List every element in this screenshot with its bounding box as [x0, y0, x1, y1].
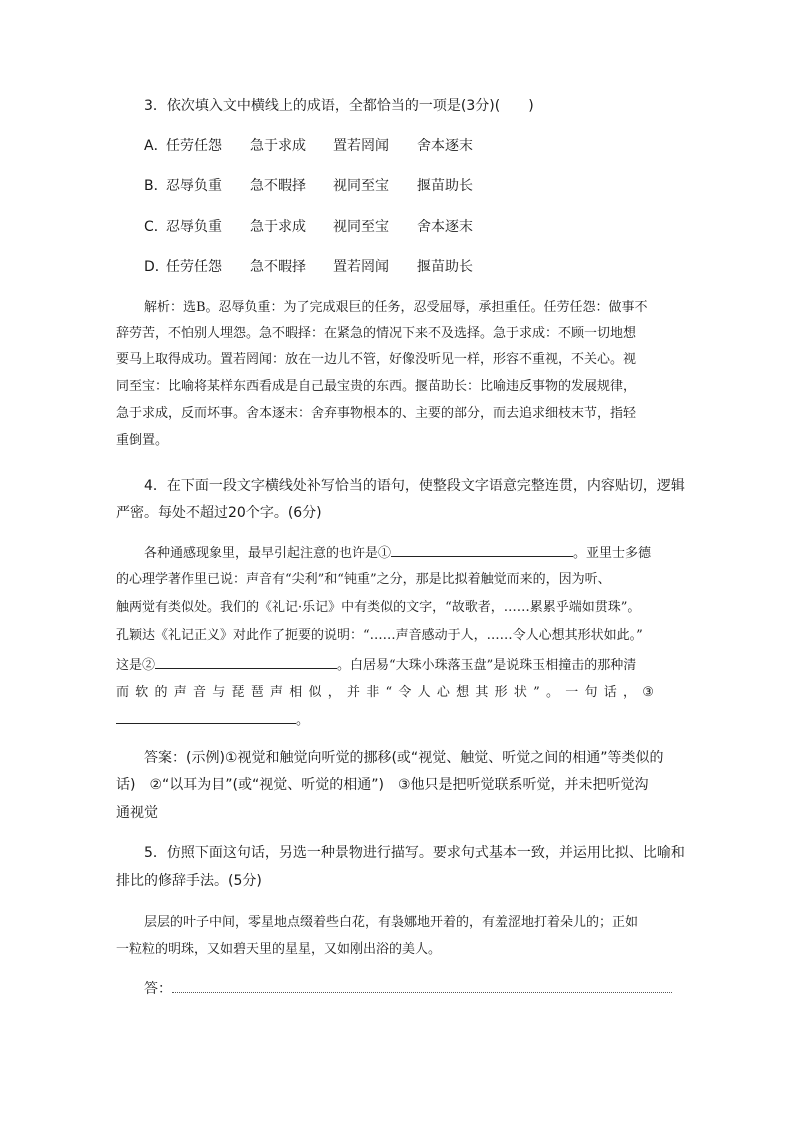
- passage-line: [116, 654, 636, 676]
- passage-line: [144, 542, 651, 564]
- q3-stem: 3．依次填入文中横线上的成语，全都恰当的一项是(3分)( ): [144, 98, 534, 114]
- option-item: 置若罔闻: [333, 259, 389, 275]
- blank-3: [116, 709, 296, 724]
- q4-stem-line: 严密。每处不超过20个字。(6分): [116, 505, 322, 521]
- analysis-line: 解析：选B。忍辱负重：为了完成艰巨的任务，忍受屈辱，承担重任。任劳任怨：做事不: [144, 300, 648, 315]
- option-item: 揠苗助长: [417, 259, 473, 275]
- passage-char: ，: [327, 685, 341, 700]
- option-item: 急不暇择: [250, 259, 306, 275]
- answer-input-line[interactable]: [172, 980, 672, 993]
- option-item: 舍本逐末: [417, 219, 473, 235]
- q5-stem-line: 5．仿照下面这句话，另选一种景物进行描写。要求句式基本一致，并运用比拟、比喻和: [144, 845, 685, 861]
- passage-text: 这是②: [116, 658, 156, 673]
- passage-char: 声: [270, 685, 284, 700]
- passage-line-justified: [116, 683, 654, 703]
- passage-char: 琶: [250, 685, 264, 700]
- passage-line: 孔颖达《礼记正义》对此作了扼要的说明：“……声音感动于人，……令人心想其形状如此。”: [116, 628, 643, 643]
- option-item: 忍辱负重: [166, 178, 222, 194]
- q3-option-a: [144, 136, 544, 156]
- option-item: 急不暇择: [250, 178, 306, 194]
- answer-line: 答案：(示例)①视觉和触觉向听觉的挪移(或“视觉、触觉、听觉之间的相通”等类似的: [144, 750, 664, 766]
- q3-option-d: [144, 257, 544, 277]
- passage-text: 。: [296, 713, 310, 728]
- q3-option-b: [144, 176, 544, 196]
- example-line: 一粒粒的明珠，又如碧天里的星星，又如刚出浴的美人。: [116, 942, 442, 957]
- option-item: 任劳任怨: [166, 138, 222, 154]
- passage-char: 人: [417, 685, 431, 700]
- passage-char: 形: [494, 685, 508, 700]
- passage-char: ，: [623, 685, 637, 700]
- passage-char: ”: [533, 685, 540, 700]
- passage-char: 琵: [231, 685, 245, 700]
- passage-char: 心: [436, 685, 450, 700]
- passage-char: 似: [308, 685, 322, 700]
- passage-char: 非: [366, 685, 380, 700]
- q5-stem-line: 排比的修辞手法。(5分): [116, 873, 262, 889]
- passage-char: 与: [212, 685, 226, 700]
- passage-text: 各种通感现象里，最早引起注意的也许是①: [144, 546, 392, 561]
- passage-char: 。: [546, 685, 560, 700]
- passage-line: 触两觉有类似处。我们的《礼记·乐记》中有类似的文字，“故歌者，……累累乎端如贯珠”。: [116, 600, 641, 615]
- passage-char: 音: [193, 685, 207, 700]
- analysis-line: 同至宝：比喻将某样东西看成是自己最宝贵的东西。揠苗助长：比喻违反事物的发展规律，: [116, 379, 637, 394]
- answer-line: 话) ②“以耳为目”(或“视觉、听觉的相通”) ③他只是把听觉联系听觉，并未把听觉沟: [116, 777, 649, 793]
- analysis-line: 急于求成，反而坏事。舍本逐末：舍弃事物根本的、主要的部分，而去追求细枝末节，指轻: [116, 406, 637, 421]
- answer-label: 答：: [144, 981, 172, 997]
- option-item: 忍辱负重: [166, 219, 222, 235]
- option-item: 急于求成: [250, 138, 306, 154]
- option-letter: D．: [144, 259, 169, 275]
- option-letter: A．: [144, 138, 168, 154]
- blank-1: [391, 542, 573, 557]
- q4-stem-line: 4．在下面一段文字横线处补写恰当的语句，使整段文字语意完整连贯，内容贴切，逻辑: [144, 478, 685, 494]
- passage-char: 一: [565, 685, 579, 700]
- option-letter: C．: [144, 219, 168, 235]
- passage-char: 状: [513, 685, 527, 700]
- q3-option-c: [144, 217, 544, 237]
- analysis-line: 重倒置。: [116, 433, 169, 448]
- passage-char: 想: [456, 685, 470, 700]
- option-item: 置若罔闻: [333, 138, 389, 154]
- passage-char: 声: [173, 685, 187, 700]
- option-item: 揠苗助长: [417, 178, 473, 194]
- option-item: 舍本逐末: [417, 138, 473, 154]
- analysis-line: 要马上取得成功。置若罔闻：放在一边儿不管，好像没听见一样，形容不重视，不关心。视: [116, 352, 637, 367]
- option-item: 急于求成: [250, 219, 306, 235]
- option-item: 任劳任怨: [166, 259, 222, 275]
- answer-line: 通视觉: [116, 805, 158, 821]
- passage-char: 软: [135, 685, 149, 700]
- option-letter: B．: [144, 178, 168, 194]
- passage-char: “: [385, 685, 393, 700]
- passage-char: 话: [603, 685, 617, 700]
- passage-char: 的: [154, 685, 168, 700]
- passage-char: 句: [584, 685, 598, 700]
- passage-char: 其: [475, 685, 489, 700]
- passage-char: ③: [642, 685, 654, 700]
- blank-2: [155, 654, 337, 669]
- passage-line: [116, 709, 309, 731]
- passage-line: 的心理学著作里已说：声音有“尖利”和“钝重”之分，那是比拟着触觉而来的，因为听、: [116, 572, 611, 587]
- option-item: 视同至宝: [333, 178, 389, 194]
- passage-text: 。亚里士多德: [573, 546, 652, 561]
- passage-text: 。白居易“大珠小珠落玉盘”是说珠玉相撞击的那种清: [337, 658, 637, 673]
- example-line: 层层的叶子中间，零星地点缀着些白花，有袅娜地开着的，有羞涩地打着朵儿的；正如: [144, 915, 639, 930]
- passage-char: 令: [398, 685, 412, 700]
- passage-char: 并: [347, 685, 361, 700]
- passage-char: 而: [116, 685, 130, 700]
- analysis-line: 辞劳苦，不怕别人埋怨。急不暇择：在紧急的情况下来不及选择。急于求成：不顾一切地想: [116, 326, 637, 341]
- q5-answer-area: [144, 979, 672, 999]
- passage-char: 相: [289, 685, 303, 700]
- option-item: 视同至宝: [333, 219, 389, 235]
